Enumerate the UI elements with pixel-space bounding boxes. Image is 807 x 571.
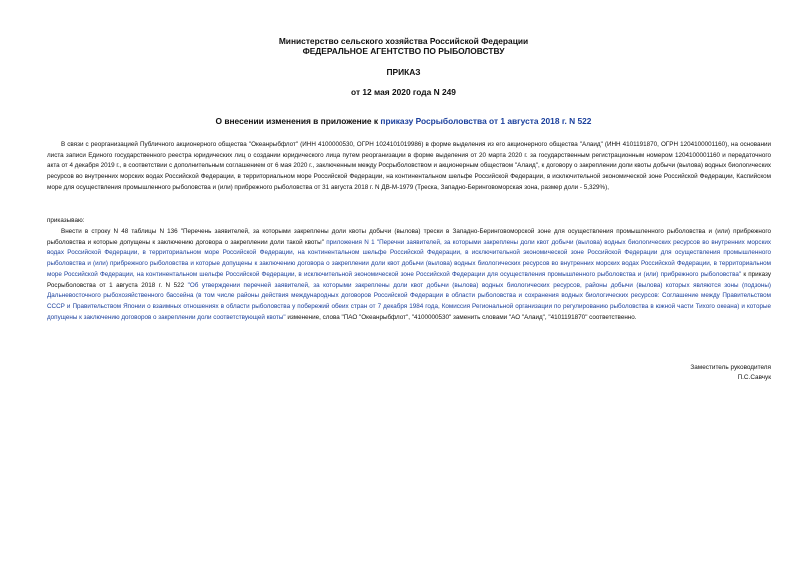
ministry-heading: Министерство сельского хозяйства Российской Федерации bbox=[278, 36, 529, 46]
appendix-link[interactable]: приложения N 1 "Перечни заявителей, за которыми закреплены доли квот добычи (вылова) водных биологических ресурсов во внутренних морских водах Российской Федерации, в территориальном море Российской Федерации, на континентальном шельфе Российской Федерации, в исключительной экономической зоне Российской Федерации для осуществления промышленного рыболовства и (или) прибрежного рыболовства и которые допущены к заключению договора о закреплении доли квот добычи (вылова) водных биологических ресурсов во внутренних морских водах Российской Федерации, в территориальном море Российской Федерации, на континентальном шельфе Российской Федерации, в исключительной экономической зоне Российской Федерации для осуществления промышленного рыболовства и (или) прибрежного рыболовства" bbox=[47, 238, 772, 278]
document-title bbox=[0, 116, 807, 126]
order-title-link[interactable]: "Об утверждении перечней заявителей, за которыми закреплены доли квот добычи (вылова) водных биологических ресурсов, районы добычи (вылова) которых являются зоны (подзоны) Дальневосточного рыбохозяйственного бассейна (в том числе районы действия международных договоров Российской Федерации в области рыболовства и сохранения водных биологических ресурсов: Соглашение между Правительством СССР и Правительством Японии о взаимных отношениях в области рыболовства у побережий обеих стран от 7 декабря 1984 года, Комиссия Региональной организации по регулированию рыболовства в южной части Тихого океана) и которые допущены к заключению договоров о закреплении доли соответствующей квоты" bbox=[47, 281, 772, 321]
doc-type-heading: ПРИКАЗ bbox=[386, 67, 421, 77]
change-text-1: Внести в строку N 48 таблицы N 136 "Перечень заявителей, за которыми закреплены доли квоты добычи (вылова) трески в Западно-Беринговоморской зоне для осуществления промышленного рыболовства и (или) прибрежного рыболовства и которые допущены к заключению договора о закреплении доли такой квоты" bbox=[47, 228, 771, 246]
change-text-3: изменение, слова "ПАО "Океанрыбфлот", "4100000530" заменить словами "АО "Алаид", "4101191870" соответственно. bbox=[285, 313, 637, 321]
order-word: приказываю: bbox=[47, 217, 85, 224]
date-number-heading: от 12 мая 2020 года N 249 bbox=[351, 87, 456, 97]
title-order-link[interactable]: приказу Росрыболовства от 1 августа 2018 г. N 522 bbox=[380, 116, 592, 126]
title-prefix: О внесении изменения в приложение к bbox=[215, 116, 381, 126]
agency-heading: ФЕДЕРАЛЬНОЕ АГЕНТСТВО ПО РЫБОЛОВСТВУ bbox=[302, 46, 505, 56]
signatory-position: Заместитель руководителя bbox=[690, 364, 771, 371]
signatory-name: П.С.Савчук bbox=[737, 374, 771, 381]
change-paragraph bbox=[47, 227, 771, 323]
change-text-2: к приказу Росрыболовства от 1 августа 2018 г. N 522 bbox=[47, 270, 771, 289]
preamble-paragraph: В связи с реорганизацией Публичного акционерного общества "Океанрыбфлот" (ИНН 4100000530, ОГРН 1024101019986) в форме выделения из его акционерного общества "Алаид" (ИНН 4101191870, ОГРН 1204100001160), на основании листа записи Единого государственного реестра юридических лиц о создании юридического лица путем реорганизации в форме выделения от 20 марта 2020 г. за государственным регистрационным номером 1204100001160 и передаточного акта от 4 декабря 2019 г., в соответствии с дополнительным соглашением от 6 мая 2020 г., заключенным между Росрыболовством и акционерным обществом "Алаид", к договору о закреплении доли квоты добычи (вылова) водных биологических ресурсов во внутренних морских водах Российской Федерации, в территориальном море Российской Федерации, на континентальном шельфе Российской Федерации, в исключительной экономической зоне Российской Федерации, Каспийском море для осуществления промышленного рыболовства и (или) прибрежного рыболовства от 31 августа 2018 г. N ДВ-М-1979 (Треска, Западно-Беринговоморская зона, размер доли - 5,329%), bbox=[47, 141, 771, 191]
